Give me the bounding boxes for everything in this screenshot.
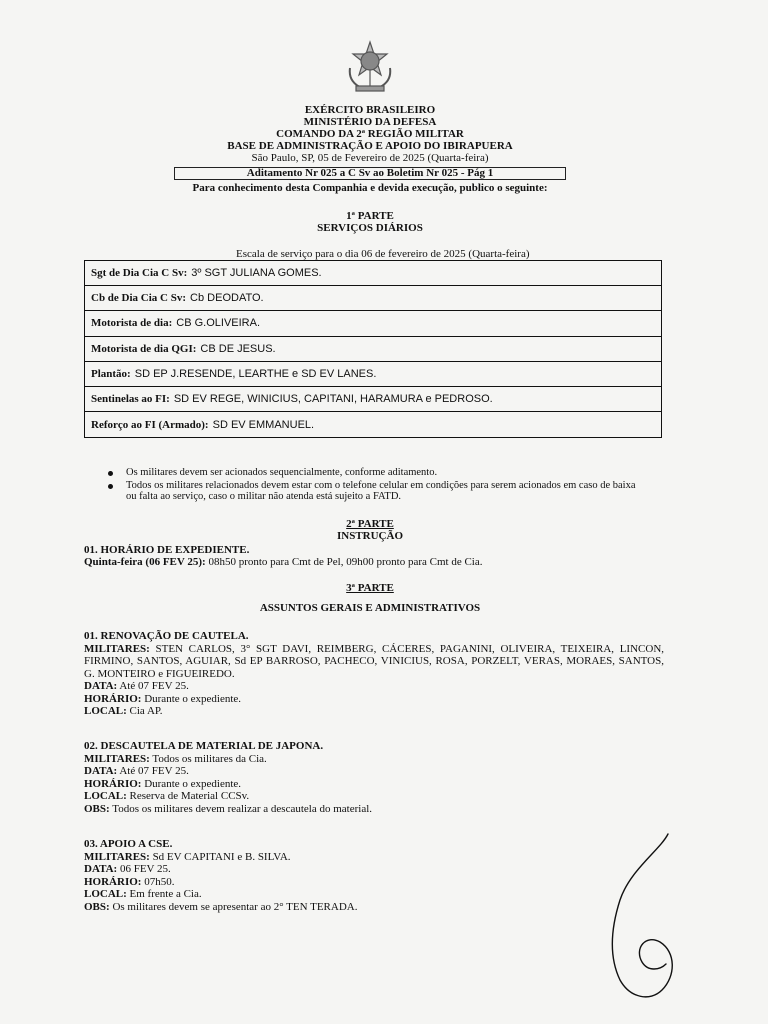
parte2-subtitle: INSTRUÇÃO: [336, 530, 403, 542]
row-label: Plantão:: [91, 367, 131, 380]
schedule-text: 08h50 pronto para Cmt de Pel, 09h00 pronto para Cmt de Cia.: [208, 556, 483, 568]
field-value: Todos os militares devem realizar a descautela do material.: [112, 802, 373, 815]
field-label: MILITARES:: [84, 850, 150, 863]
parte3-title: 3ª PARTE: [346, 582, 394, 594]
field-value: 07h50.: [144, 875, 175, 888]
service-table: [84, 260, 662, 438]
item-data: [84, 680, 664, 693]
table-row: [85, 286, 661, 311]
item-local: [84, 705, 664, 718]
item-militares: [84, 753, 664, 766]
parte2-title: 2ª PARTE: [346, 518, 394, 530]
header-line-2: MINISTÉRIO DA DEFESA: [303, 116, 437, 128]
field-value: Todos os militares da Cia.: [152, 752, 267, 765]
list-item: [108, 467, 648, 479]
table-row: [85, 387, 661, 412]
row-value: SD EP J.RESENDE, LEARTHE e SD EV LANES.: [134, 367, 377, 380]
item-horario: [84, 693, 664, 706]
item1-section: [84, 630, 664, 718]
intro-text: Para conhecimento desta Companhia e devida execução, publico o seguinte:: [192, 182, 548, 194]
parte2-schedule: [84, 556, 664, 569]
field-value: Os militares devem se apresentar ao 2° TEN TERADA.: [112, 900, 358, 913]
field-label: MILITARES:: [84, 642, 150, 655]
header-line-3: COMANDO DA 2ª REGIÃO MILITAR: [276, 128, 464, 140]
row-label: Cb de Dia Cia C Sv:: [91, 292, 187, 305]
field-value: STEN CARLOS, 3° SGT DAVI, REIMBERG, CÁCERES, PAGANINI, OLIVEIRA, TEIXEIRA, LINCON, FIRMINO, SANTOS, AGUIAR, Sd EP BARROSO, PACHECO, VINICIUS, ROSA, PORZELT, VERAS, MORAES, SANTOS, G. MONTEIRO e FIGUEIREDO.: [84, 642, 665, 680]
field-label: DATA:: [84, 765, 118, 777]
field-value: Até 07 FEV 25.: [119, 765, 189, 777]
table-row: [85, 337, 661, 362]
row-value: SD EV EMMANUEL.: [212, 418, 315, 431]
field-value: Até 07 FEV 25.: [119, 680, 189, 692]
row-label: Sentinelas ao FI:: [91, 393, 170, 406]
row-value: Cb DEODATO.: [190, 292, 264, 305]
item-data: [84, 863, 664, 876]
item3-section: [84, 838, 664, 913]
note-text: Os militares devem ser acionados sequencialmente, conforme aditamento.: [126, 467, 438, 478]
item-local: [84, 888, 664, 901]
item-horario: [84, 778, 664, 791]
field-label: DATA:: [84, 680, 118, 692]
field-value: Sd EV CAPITANI e B. SILVA.: [152, 850, 291, 863]
parte1-title: 1ª PARTE: [346, 210, 394, 222]
field-value: Durante o expediente.: [144, 692, 242, 705]
parte1-subtitle: SERVIÇOS DIÁRIOS: [317, 222, 423, 234]
field-label: LOCAL:: [84, 888, 127, 900]
item-militares: [84, 851, 664, 864]
item-horario: [84, 876, 664, 889]
field-label: LOCAL:: [84, 790, 127, 802]
aditamento-box: Aditamento Nr 025 a C Sv ao Boletim Nr 025 - Pág 1: [174, 167, 566, 180]
field-value: Cia AP.: [129, 705, 163, 717]
field-label: OBS:: [84, 802, 110, 815]
item2-section: [84, 740, 664, 815]
item-local: [84, 790, 664, 803]
note-text: Todos os militares relacionados devem estar com o telefone celular em condições para serem acionados em caso de baixa ou falta ao serviço, caso o militar não atenda está sujeito a FATD.: [126, 479, 636, 502]
row-label: Motorista de dia QGI:: [91, 342, 197, 355]
item-title: 03. APOIO A CSE.: [84, 838, 173, 850]
field-value: Em frente a Cia.: [129, 888, 202, 900]
notes-list: [108, 467, 648, 504]
item-obs: [84, 901, 664, 914]
row-value: 3º SGT JULIANA GOMES.: [191, 267, 322, 280]
bullet-icon: [108, 471, 113, 476]
table-row: [85, 412, 661, 437]
field-value: 06 FEV 25.: [119, 863, 171, 875]
escala-heading: Escala de serviço para o dia 06 de fevereiro de 2025 (Quarta-feira): [236, 248, 530, 260]
field-label: LOCAL:: [84, 705, 127, 717]
item-title: 02. DESCAUTELA DE MATERIAL DE JAPONA.: [84, 740, 324, 752]
header-line-4: BASE DE ADMINISTRAÇÃO E APOIO DO IBIRAPUERA: [227, 140, 513, 152]
item-obs: [84, 803, 664, 816]
row-value: CB DE JESUS.: [200, 342, 276, 355]
field-value: Durante o expediente.: [144, 777, 242, 790]
coat-of-arms-icon: [344, 40, 396, 94]
field-value: Reserva de Material CCSv.: [129, 790, 250, 802]
row-label: Sgt de Dia Cia C Sv:: [91, 267, 188, 280]
list-item: [108, 480, 648, 503]
field-label: HORÁRIO:: [84, 875, 142, 888]
item-data: [84, 765, 664, 778]
field-label: MILITARES:: [84, 752, 150, 765]
table-row: [85, 362, 661, 387]
header-line-1: EXÉRCITO BRASILEIRO: [304, 104, 436, 116]
field-label: DATA:: [84, 863, 118, 875]
row-value: CB G.OLIVEIRA.: [176, 317, 261, 330]
row-label: Motorista de dia:: [91, 317, 173, 330]
bullet-icon: [108, 484, 113, 489]
field-label: HORÁRIO:: [84, 777, 142, 790]
row-value: SD EV REGE, WINICIUS, CAPITANI, HARAMURA e PEDROSO.: [173, 393, 493, 406]
header-date: São Paulo, SP, 05 de Fevereiro de 2025 (Quarta-feira): [251, 152, 489, 164]
item-title: 01. RENOVAÇÃO DE CAUTELA.: [84, 630, 249, 642]
item-militares: [84, 643, 664, 681]
signature-mark: [590, 830, 690, 1010]
field-label: HORÁRIO:: [84, 692, 142, 705]
field-label: OBS:: [84, 900, 110, 913]
schedule-day: Quinta-feira (06 FEV 25):: [84, 556, 206, 568]
row-label: Reforço ao FI (Armado):: [91, 418, 209, 431]
table-row: [85, 261, 661, 286]
parte3-subtitle: ASSUNTOS GERAIS E ADMINISTRATIVOS: [259, 602, 481, 614]
table-row: [85, 311, 661, 336]
parte2-item-title: 01. HORÁRIO DE EXPEDIENTE.: [84, 544, 250, 556]
